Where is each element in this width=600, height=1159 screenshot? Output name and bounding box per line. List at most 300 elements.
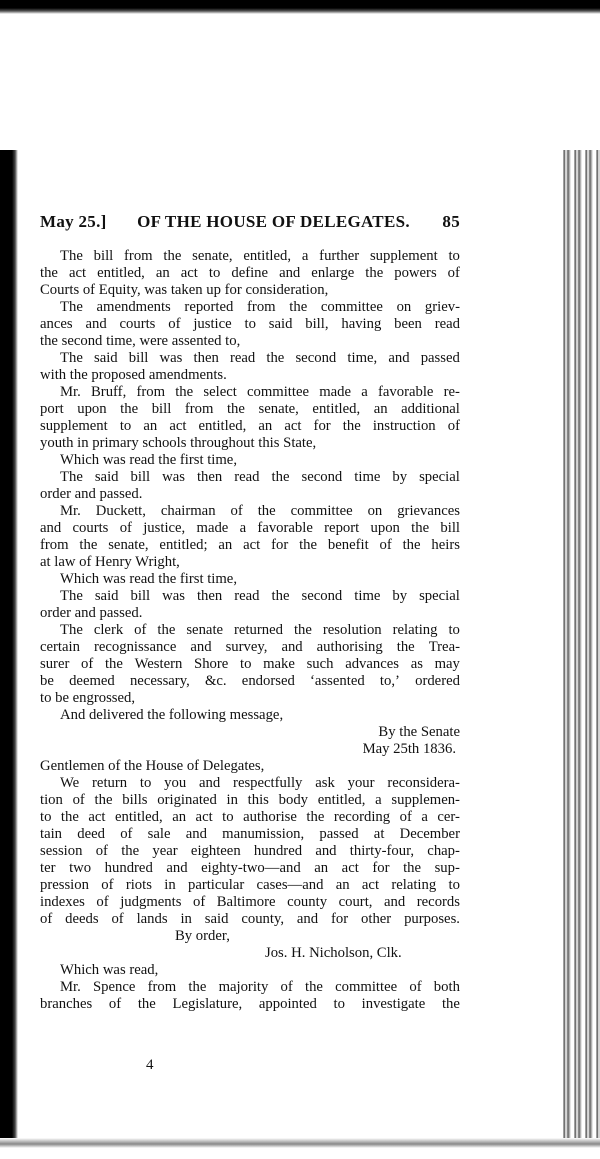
- word: entitled,: [97, 265, 145, 281]
- text-line: [40, 452, 460, 469]
- word: from: [147, 979, 177, 995]
- word: to: [139, 775, 152, 791]
- word: and: [279, 265, 301, 281]
- word: investigate: [361, 996, 426, 1012]
- text-line: [40, 435, 460, 452]
- text-line: [40, 316, 460, 333]
- word: committee: [320, 299, 383, 315]
- word: deeds: [65, 911, 99, 927]
- word: the: [266, 350, 285, 366]
- word: recording: [333, 809, 391, 825]
- journal-text: [40, 248, 460, 1013]
- word: bill: [440, 520, 460, 536]
- text-line: [40, 758, 460, 775]
- word: an: [373, 401, 388, 417]
- word: branches: [40, 996, 93, 1012]
- word: returned: [234, 622, 283, 638]
- word: Spence: [93, 979, 136, 995]
- word: the: [365, 265, 384, 281]
- word: Legislature,: [172, 996, 243, 1012]
- word: return: [92, 775, 128, 791]
- text-line: [40, 911, 460, 928]
- text-line: [40, 639, 460, 656]
- word: majority: [218, 979, 269, 995]
- word: and: [199, 775, 221, 791]
- word: further: [319, 248, 360, 264]
- word: the: [403, 860, 422, 876]
- word: read: [234, 469, 260, 485]
- word: manumission,: [222, 826, 305, 842]
- word: certain: [40, 639, 80, 655]
- word: for: [331, 911, 349, 927]
- line-text: By the Senate: [378, 724, 460, 740]
- text-line: [40, 605, 460, 622]
- text-line: [40, 656, 460, 673]
- word: session: [40, 843, 83, 859]
- word: of: [108, 996, 122, 1012]
- word: an: [335, 877, 350, 893]
- word: to,’: [379, 673, 400, 689]
- word: may: [434, 656, 460, 672]
- text-line: [40, 469, 460, 486]
- line-text: at law of Henry Wright,: [40, 554, 180, 570]
- word: the: [157, 622, 176, 638]
- text-line: [40, 503, 460, 520]
- word: to: [448, 622, 460, 638]
- word: of: [95, 843, 108, 859]
- word: Duckett,: [95, 503, 146, 519]
- word: and: [85, 316, 107, 332]
- text-line: [40, 707, 460, 724]
- word: The: [60, 299, 83, 315]
- word: eighty-two—and: [201, 860, 301, 876]
- word: supplemen-: [391, 792, 460, 808]
- word: and: [40, 520, 62, 536]
- word: a: [375, 792, 382, 808]
- word: of: [409, 979, 422, 995]
- word: act: [341, 860, 359, 876]
- word: a: [421, 809, 428, 825]
- word: the: [60, 809, 79, 825]
- word: as: [410, 656, 423, 672]
- word: Mr.: [60, 503, 81, 519]
- word: hundred: [253, 843, 303, 859]
- word: the: [411, 520, 430, 536]
- word: to: [333, 996, 345, 1012]
- word: on: [367, 503, 383, 519]
- word: and: [166, 860, 188, 876]
- word: to: [40, 809, 52, 825]
- text-line: [40, 877, 460, 894]
- word: relating: [391, 877, 437, 893]
- word: survey,: [225, 639, 268, 655]
- word: the: [304, 979, 323, 995]
- word: of: [447, 418, 460, 434]
- word: the: [104, 656, 123, 672]
- word: indexes: [40, 894, 85, 910]
- word: of: [119, 520, 132, 536]
- text-line: [40, 350, 460, 367]
- word: act: [180, 265, 198, 281]
- word: Baltimore: [216, 894, 276, 910]
- text-line: [40, 860, 460, 877]
- word: senate,: [108, 537, 149, 553]
- word: special: [419, 469, 460, 485]
- word: courts: [72, 520, 109, 536]
- word: been: [394, 316, 422, 332]
- word: entitled,: [312, 401, 361, 417]
- word: re-: [443, 384, 460, 400]
- word: the: [289, 299, 308, 315]
- word: and: [315, 843, 337, 859]
- word: and: [296, 911, 319, 927]
- word: to: [208, 265, 221, 281]
- word: bill: [130, 588, 151, 604]
- word: sup-: [434, 860, 460, 876]
- text-line: [40, 333, 460, 350]
- word: We: [60, 775, 80, 791]
- word: port: [40, 401, 64, 417]
- word: said: [94, 469, 119, 485]
- word: The: [60, 350, 83, 366]
- line-text: order and passed.: [40, 486, 143, 502]
- word: records: [416, 894, 460, 910]
- word: senate,: [192, 248, 233, 264]
- word: lands: [136, 911, 168, 927]
- word: you: [164, 775, 187, 791]
- line-text: to be engrossed,: [40, 690, 136, 706]
- word: the: [257, 503, 276, 519]
- running-head: [40, 212, 460, 232]
- word: county,: [241, 911, 285, 927]
- word: advances: [345, 656, 400, 672]
- word: and: [190, 639, 212, 655]
- word: second: [301, 469, 343, 485]
- word: of: [72, 792, 85, 808]
- word: of: [101, 877, 114, 893]
- word: ances: [40, 316, 73, 332]
- text-line: [40, 996, 460, 1013]
- word: Shore: [194, 656, 229, 672]
- text-line: [40, 248, 460, 265]
- word: favorable: [257, 520, 313, 536]
- text-line: [40, 265, 460, 282]
- word: of: [40, 911, 53, 927]
- word: ordered: [415, 673, 460, 689]
- word: griev-: [424, 299, 460, 315]
- word: two: [69, 860, 92, 876]
- word: then: [196, 469, 223, 485]
- word: of: [81, 656, 94, 672]
- word: an: [314, 860, 329, 876]
- word: relating: [392, 622, 438, 638]
- word: was: [162, 588, 185, 604]
- word: courts: [119, 316, 156, 332]
- line-text: Which was read the first time,: [60, 452, 238, 468]
- word: and: [384, 894, 406, 910]
- word: other: [361, 911, 392, 927]
- word: the: [94, 792, 113, 808]
- word: time: [354, 469, 381, 485]
- text-line: [40, 962, 460, 979]
- word: justice: [193, 316, 232, 332]
- text-line: [40, 775, 460, 792]
- word: the: [121, 843, 140, 859]
- line-text: the second time, were assented to,: [40, 333, 241, 349]
- word: supplement: [369, 248, 438, 264]
- scan-bottom-border: [0, 1138, 600, 1159]
- word: passed: [420, 350, 460, 366]
- word: supplement: [40, 418, 108, 434]
- word: of: [120, 826, 133, 842]
- word: senate: [186, 622, 224, 638]
- text-line: [40, 945, 460, 962]
- word: of: [134, 622, 147, 638]
- word: entitled,: [114, 809, 163, 825]
- word: an: [155, 265, 170, 281]
- word: enlarge: [311, 265, 355, 281]
- word: said: [204, 911, 229, 927]
- line-text: By order,: [175, 928, 230, 944]
- word: benefit: [327, 537, 369, 553]
- word: upon: [370, 520, 400, 536]
- word: reported: [184, 299, 234, 315]
- word: the: [137, 996, 156, 1012]
- word: &c.: [204, 673, 227, 689]
- running-head-title: OF THE HOUSE OF DELEGATES.: [137, 212, 410, 231]
- word: said: [268, 316, 293, 332]
- word: tain: [40, 826, 63, 842]
- word: read: [234, 588, 260, 604]
- text-line: [40, 537, 460, 554]
- word: act: [195, 809, 213, 825]
- word: to: [119, 418, 132, 434]
- word: ter: [40, 860, 56, 876]
- word: the: [402, 537, 421, 553]
- word: recognissance: [93, 639, 177, 655]
- word: said: [93, 350, 118, 366]
- word: deemed: [69, 673, 115, 689]
- line-text: May 25th 1836.: [362, 741, 456, 757]
- word: then: [193, 350, 219, 366]
- text-line: [40, 826, 460, 843]
- word: in: [180, 911, 192, 927]
- word: of: [230, 503, 243, 519]
- word: special: [419, 588, 460, 604]
- word: act: [243, 537, 261, 553]
- word: of: [192, 894, 206, 910]
- word: eighteen: [190, 843, 241, 859]
- word: the: [40, 265, 58, 281]
- line-text: youth in primary schools throughout this State,: [40, 435, 317, 451]
- word: act: [361, 877, 380, 893]
- word: both: [433, 979, 460, 995]
- running-head-date: May 25.]: [40, 212, 107, 231]
- word: second: [295, 350, 337, 366]
- word: then: [196, 588, 223, 604]
- text-line: [40, 690, 460, 707]
- word: was: [162, 469, 185, 485]
- word: justice,: [143, 520, 186, 536]
- word: chairman: [160, 503, 216, 519]
- word: second: [301, 588, 343, 604]
- word: judgments: [120, 894, 182, 910]
- word: chap-: [427, 843, 460, 859]
- line-text: with the proposed amendments.: [40, 367, 227, 383]
- word: your: [347, 775, 375, 791]
- word: this: [247, 792, 269, 808]
- word: The: [60, 588, 83, 604]
- word: county: [287, 894, 328, 910]
- line-text: Jos. H. Nicholson, Clk.: [265, 945, 402, 961]
- text-line: [40, 928, 460, 945]
- word: made: [319, 384, 352, 400]
- word: of: [111, 911, 124, 927]
- word: an: [143, 418, 158, 434]
- text-line: [40, 401, 460, 418]
- word: the: [271, 588, 290, 604]
- word: the: [396, 639, 415, 655]
- word: necessary,: [129, 673, 190, 689]
- word: bill: [128, 350, 149, 366]
- text-line: [40, 571, 460, 588]
- word: of: [96, 894, 109, 910]
- word: for: [271, 537, 289, 553]
- word: an: [172, 809, 187, 825]
- text-line: [40, 520, 460, 537]
- word: originated: [157, 792, 217, 808]
- text-line: [40, 792, 460, 809]
- line-text: order and passed.: [40, 605, 143, 621]
- word: read: [434, 316, 460, 332]
- word: to: [239, 656, 252, 672]
- word: amendments: [96, 299, 171, 315]
- word: bill: [93, 248, 114, 264]
- word: bills: [122, 792, 148, 808]
- word: time: [354, 588, 381, 604]
- word: on: [396, 299, 412, 315]
- line-text: Which was read the first time,: [60, 571, 238, 587]
- word: entitled,: [198, 418, 247, 434]
- word: cases—and: [256, 877, 324, 893]
- word: favorable: [377, 384, 434, 400]
- text-line: [40, 282, 460, 299]
- word: by: [392, 469, 408, 485]
- line-text: Which was read,: [60, 962, 159, 978]
- word: The: [60, 248, 83, 264]
- word: particular: [187, 877, 245, 893]
- word: committee: [290, 503, 353, 519]
- word: by: [392, 588, 408, 604]
- word: sale: [147, 826, 171, 842]
- word: surer: [40, 656, 70, 672]
- word: ask: [315, 775, 335, 791]
- word: December: [399, 826, 460, 842]
- text-line: [40, 418, 460, 435]
- word: report: [324, 520, 360, 536]
- word: bill: [151, 401, 172, 417]
- word: the: [188, 979, 207, 995]
- scan-page-stack-edge: [560, 150, 600, 1150]
- word: riots: [125, 877, 152, 893]
- word: tion: [40, 792, 63, 808]
- word: an: [258, 418, 273, 434]
- text-line: [40, 384, 460, 401]
- word: committee: [335, 979, 398, 995]
- word: the: [293, 622, 312, 638]
- word: for: [313, 418, 331, 434]
- word: be: [40, 673, 54, 689]
- word: the: [120, 401, 139, 417]
- word: respectfully: [233, 775, 303, 791]
- text-line: [40, 724, 460, 741]
- word: powers: [394, 265, 437, 281]
- word: hundred: [104, 860, 153, 876]
- word: the: [342, 418, 361, 434]
- word: of: [280, 979, 293, 995]
- word: entitled,: [317, 792, 366, 808]
- word: senate,: [258, 401, 299, 417]
- word: act: [284, 418, 302, 434]
- word: the: [299, 537, 318, 553]
- word: to: [244, 316, 256, 332]
- word: clerk: [93, 622, 124, 638]
- word: from: [136, 384, 166, 400]
- word: a: [239, 520, 247, 536]
- word: the: [79, 537, 98, 553]
- word: of: [399, 809, 412, 825]
- line-text: Gentlemen of the House of Delegates,: [40, 758, 265, 774]
- word: authorising: [316, 639, 383, 655]
- word: of: [168, 316, 181, 332]
- word: define: [231, 265, 269, 281]
- word: at: [373, 826, 385, 842]
- word: a: [361, 384, 368, 400]
- word: year: [152, 843, 178, 859]
- word: instruction: [372, 418, 436, 434]
- word: and: [185, 826, 207, 842]
- text-line: [40, 588, 460, 605]
- text-line: [40, 673, 460, 690]
- word: from: [247, 299, 276, 315]
- word: grievances: [397, 503, 460, 519]
- word: Mr.: [60, 979, 81, 995]
- word: of: [379, 537, 392, 553]
- word: Mr.: [60, 384, 81, 400]
- word: authorise: [243, 809, 297, 825]
- word: for: [372, 860, 390, 876]
- word: such: [306, 656, 334, 672]
- word: time,: [347, 350, 378, 366]
- word: Trea-: [428, 639, 460, 655]
- word: bill: [130, 469, 151, 485]
- text-line: [40, 554, 460, 571]
- word: court,: [338, 894, 373, 910]
- word: to: [448, 248, 460, 264]
- word: to: [222, 809, 234, 825]
- word: Western: [134, 656, 183, 672]
- word: cer-: [437, 809, 460, 825]
- word: the: [271, 469, 290, 485]
- word: was: [159, 350, 183, 366]
- word: the: [226, 401, 245, 417]
- word: the: [306, 809, 325, 825]
- word: from: [184, 401, 214, 417]
- word: the: [441, 996, 460, 1012]
- word: the: [175, 384, 194, 400]
- word: and: [281, 639, 303, 655]
- word: read: [229, 350, 256, 366]
